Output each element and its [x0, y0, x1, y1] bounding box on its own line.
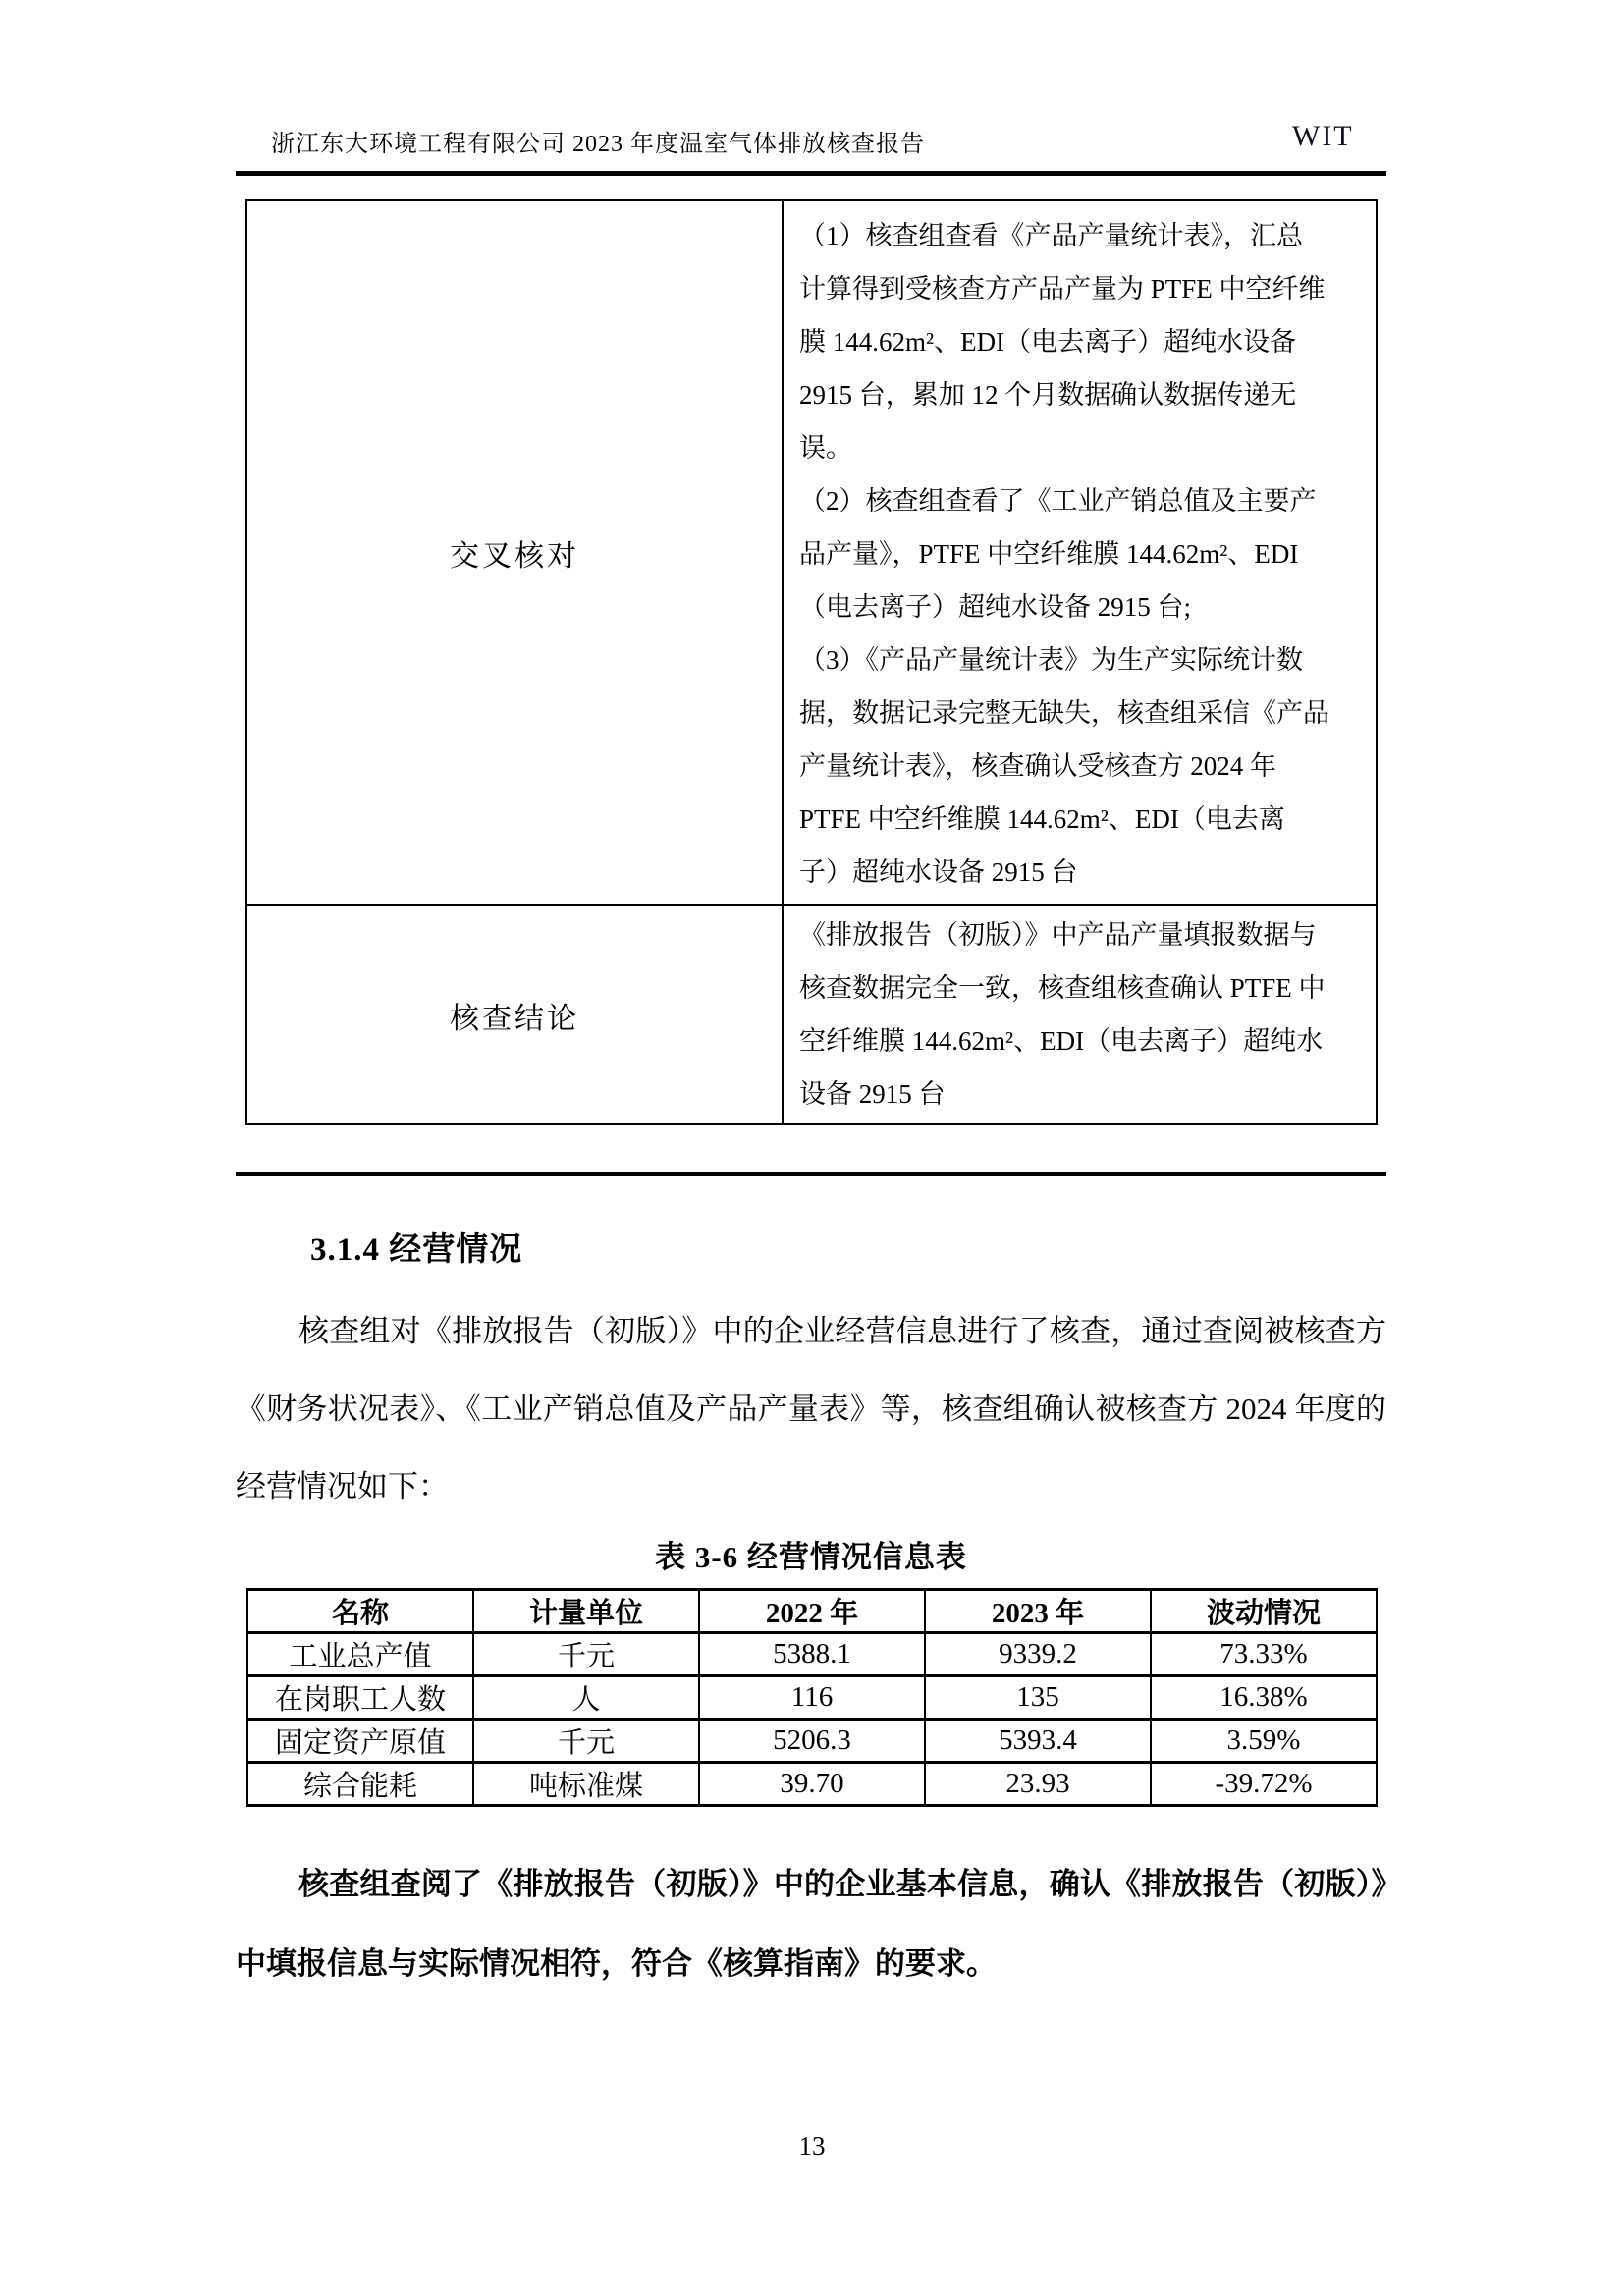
cell: 73.33%	[1151, 1633, 1377, 1676]
cell: 3.59%	[1151, 1720, 1377, 1763]
table-row-employees	[247, 1676, 1377, 1720]
closing-paragraph: 核查组查阅了《排放报告（初版）》中的企业基本信息，确认《排放报告（初版）》中填报信息与实际情况相符，符合《核算指南》的要求。	[236, 1867, 1386, 1981]
cell: 9339.2	[925, 1633, 1151, 1676]
cell: 116	[699, 1676, 925, 1720]
cross-check-label: 交叉核对	[247, 201, 784, 904]
cell: 千元	[473, 1633, 699, 1676]
cell: 在岗职工人数	[247, 1676, 473, 1720]
content-line: 设备 2915 台	[799, 1079, 946, 1109]
cell: 固定资产原值	[247, 1720, 473, 1763]
table-row-fixed-assets	[247, 1720, 1377, 1763]
business-table-header-row	[247, 1590, 1377, 1633]
cell: 23.93	[925, 1763, 1151, 1806]
content-line: 据，数据记录完整无缺失，核查组采信《产品	[799, 698, 1329, 728]
cell: 人	[473, 1676, 699, 1720]
content-line: 2915 台，累加 12 个月数据确认数据传递无	[799, 380, 1297, 410]
content-line: 计算得到受核查方产品产量为 PTFE 中空纤维	[799, 274, 1326, 303]
cell: 工业总产值	[247, 1633, 473, 1676]
cell: 吨标准煤	[473, 1763, 699, 1806]
table-row-conclusion	[247, 906, 1376, 1123]
section-divider-rule	[236, 1172, 1386, 1176]
content-line: 《排放报告（初版）》中产品产量填报数据与	[799, 920, 1317, 950]
header-cell-2023: 2023 年	[925, 1590, 1151, 1633]
header-rule	[236, 171, 1386, 176]
cell: 综合能耗	[247, 1763, 473, 1806]
content-line: （2）核查组查看了《工业产销总值及主要产	[799, 486, 1317, 516]
content-line: PTFE 中空纤维膜 144.62m²、EDI（电去离	[799, 804, 1285, 834]
cell: 5393.4	[925, 1720, 1151, 1763]
content-line: （电去离子）超纯水设备 2915 台;	[799, 592, 1192, 622]
cell: 16.38%	[1151, 1676, 1377, 1720]
conclusion-label: 核查结论	[247, 906, 784, 1123]
cell: 5206.3	[699, 1720, 925, 1763]
header-cell-unit: 计量单位	[473, 1590, 699, 1633]
verification-table	[245, 199, 1378, 1125]
business-table-caption: 表 3-6 经营情况信息表	[655, 1540, 967, 1574]
header-logo-wit: WIT	[1292, 120, 1354, 152]
conclusion-content	[784, 906, 1376, 1123]
page-number: 13	[798, 2131, 826, 2160]
cell: 5388.1	[699, 1633, 925, 1676]
content-line: 空纤维膜 144.62m²、EDI（电去离子）超纯水	[799, 1026, 1324, 1056]
content-line: 误。	[799, 433, 852, 463]
cell: 135	[925, 1676, 1151, 1720]
content-line: （1）核查组查看《产品产量统计表》，汇总	[799, 221, 1303, 250]
header-title: 浙江东大环境工程有限公司 2023 年度温室气体排放核查报告	[271, 132, 925, 157]
table-row-industrial-output	[247, 1633, 1377, 1676]
intro-paragraph: 核查组对《排放报告（初版）》中的企业经营信息进行了核查，通过查阅被核查方《财务状况表》、《工业产销总值及产品产量表》等，核查组确认被核查方 2024 年度的经营情况如下：	[236, 1314, 1386, 1503]
content-line: 膜 144.62m²、EDI（电去离子）超纯水设备	[799, 327, 1297, 356]
content-line: 品产量》，PTFE 中空纤维膜 144.62m²、EDI	[799, 539, 1299, 569]
content-line: 产量统计表》，核查确认受核查方 2024 年	[799, 751, 1276, 781]
cell: 千元	[473, 1720, 699, 1763]
table-row-energy	[247, 1763, 1377, 1806]
cross-check-content	[784, 201, 1376, 904]
header-cell-name: 名称	[247, 1590, 473, 1633]
section-heading: 3.1.4 经营情况	[310, 1232, 523, 1268]
table-row-cross-check	[247, 201, 1376, 906]
content-line: 子）超纯水设备 2915 台	[799, 857, 1078, 887]
header-cell-fluctuation: 波动情况	[1151, 1590, 1377, 1633]
content-line: 核查数据完全一致，核查组核查确认 PTFE 中	[799, 973, 1326, 1003]
cell: -39.72%	[1151, 1763, 1377, 1806]
content-line: （3）《产品产量统计表》为生产实际统计数	[799, 645, 1303, 675]
cell: 39.70	[699, 1763, 925, 1806]
header-cell-2022: 2022 年	[699, 1590, 925, 1633]
business-info-table	[246, 1588, 1378, 1807]
